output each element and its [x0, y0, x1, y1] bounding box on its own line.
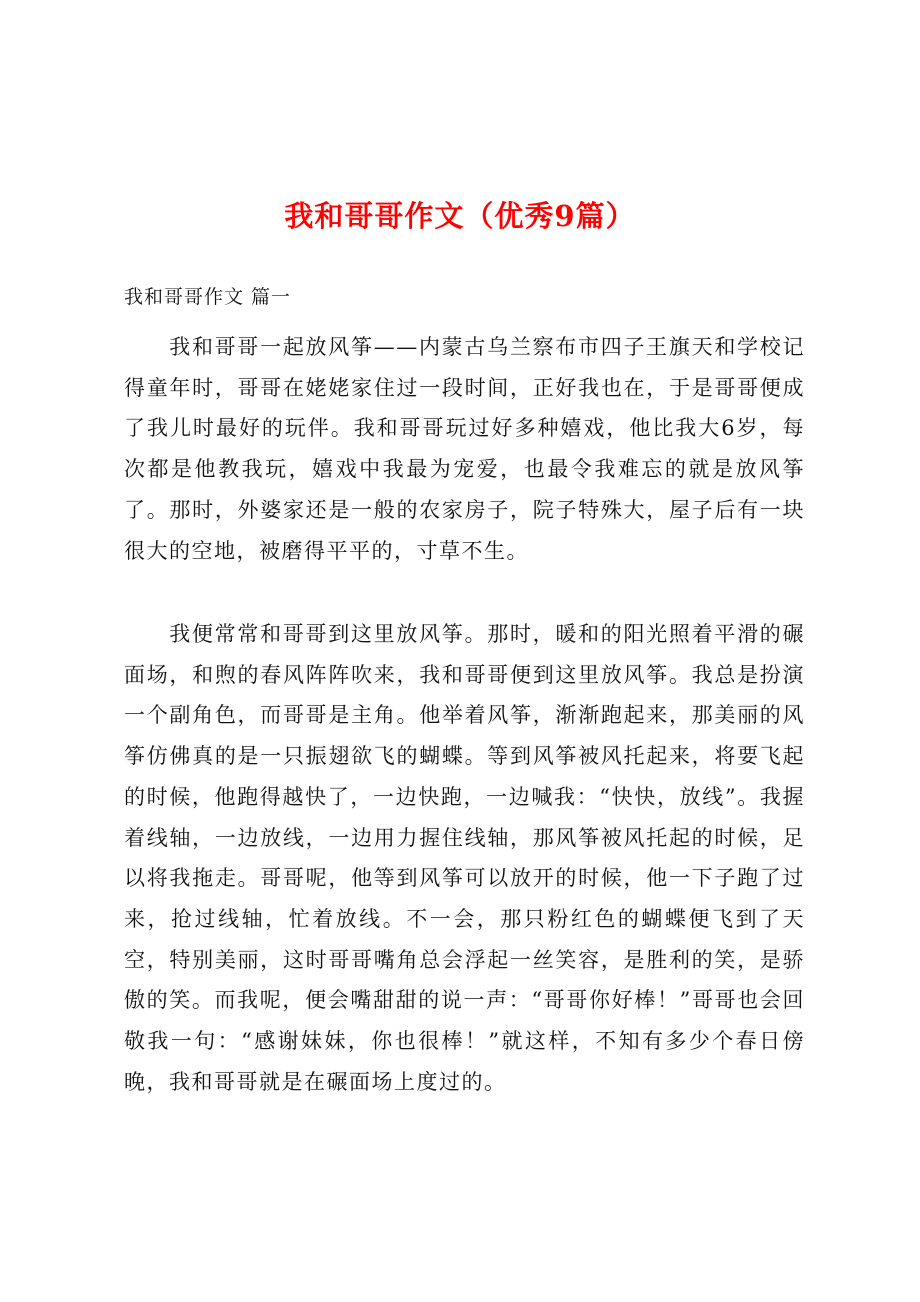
paragraph-text: 我便常常和哥哥到这里放风筝。那时，暖和的阳光照着平滑的碾面场，和煦的春风阵阵吹来，我和哥哥便到这里放风筝。我总是扮演一个副角色，而哥哥是主角。他举着风筝，渐渐跑起来，那美丽的风筝仿佛真的是一只振翅欲飞的蝴蝶。等到风筝被风托起来，将要飞起的时候，他跑得越快了，一边快跑，一边喊我：“快快，放线”。我握着线轴，一边放线，一边用力握住线轴，那风筝被风托起的时候，足以将我拖走。哥哥呢，他等到风筝可以放开的时候，他一下子跑了过来，抢过线轴，忙着放线。不一会，那只粉红色的蝴蝶便飞到了天空，特别美丽，这时哥哥嘴角总会浮起一丝笑容，是胜利的笑，是骄傲的笑。而我呢，便会嘴甜甜的说一声：“哥哥你好棒！”哥哥也会回敬我一句：“感谢妹妹，你也很棒！”就这样，不知有多少个春日傍晚，我和哥哥就是在碾面场上度过的。	[124, 622, 805, 1094]
body-paragraph-2	[124, 614, 805, 1102]
document-title: 我和哥哥作文（优秀9篇）	[284, 199, 636, 233]
body-paragraph-1	[124, 327, 805, 571]
section-heading: 我和哥哥作文 篇一	[124, 286, 292, 308]
paragraph-text: 我和哥哥一起放风筝——内蒙古乌兰察布市四子王旗天和学校记得童年时，哥哥在姥姥家住过一段时间，正好我也在，于是哥哥便成了我儿时最好的玩伴。我和哥哥玩过好多种嬉戏，他比我大6岁，每次都是他教我玩，嬉戏中我最为宠爱，也最令我难忘的就是放风筝了。那时，外婆家还是一般的农家房子，院子特殊大，屋子后有一块很大的空地，被磨得平平的，寸草不生。	[124, 335, 805, 563]
